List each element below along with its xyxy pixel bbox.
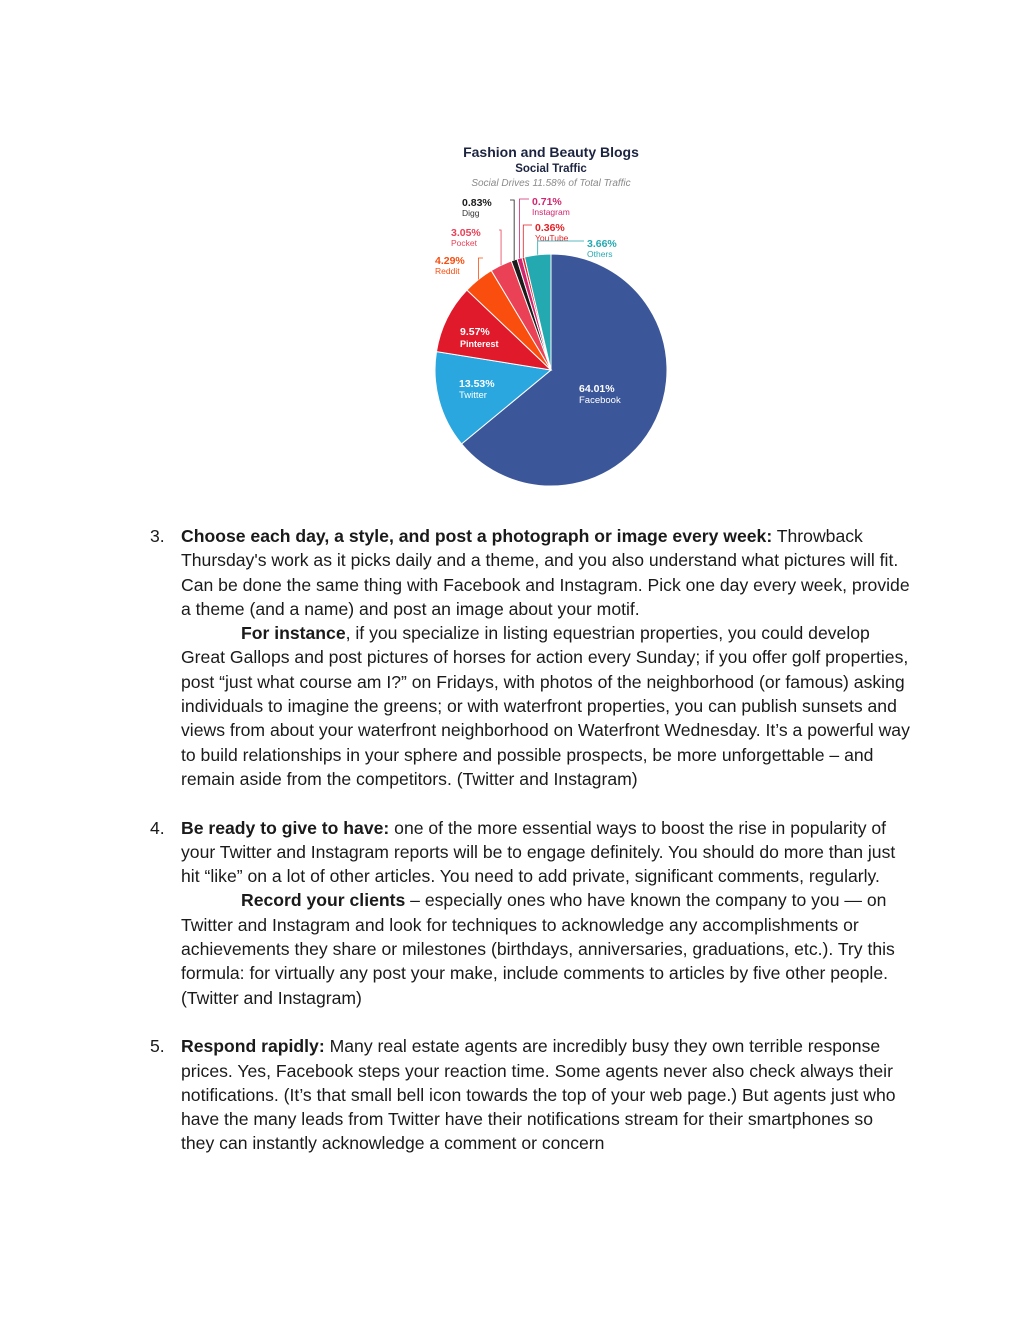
data-label-others-name: Others — [587, 249, 613, 259]
data-label-reddit-name: Reddit — [435, 266, 460, 276]
chart-subtitle: Social Traffic — [515, 163, 587, 175]
leader-line-others — [538, 241, 584, 255]
item-body: Many real estate agents are incredibly busy they own terrible response prices. Yes, Facebook steps your reaction time. Some agents never also check always their notifications. (It’s that small bell icon towards the top of your web page.) But agents just who have the many leads from Twitter have their notifications stream for their smartphones so they can instantly acknowledge a comment or concern — [181, 1036, 896, 1154]
pie-chart-svg — [420, 135, 680, 495]
item-sub-heading: For instance — [241, 623, 346, 644]
item-heading: Respond rapidly: — [181, 1036, 325, 1057]
item-body: Throwback Thursday's work as it picks daily and a theme, and you also understand what pictures will fit. Can be done the same thing with Facebook and Instagram. Pick one day every week, provide a theme (and a name) and post an image about your motif. — [181, 526, 910, 619]
data-label-instagram-value: 0.71% — [532, 196, 562, 208]
item-body: one of the more essential ways to boost the rise in popularity of your Twitter and Instagram reports will be to engage definitely. You should do more than just hit “like” on a lot of other articles. You need to add private, significant comments, regularly. — [181, 817, 896, 887]
leader-line-pocket — [499, 230, 501, 265]
data-label-pocket-value: 3.05% — [451, 227, 481, 239]
list-item-5 — [150, 1034, 910, 1155]
chart-note: Social Drives 11.58% of Total Traffic — [471, 178, 631, 189]
pie-slices — [435, 254, 667, 486]
data-label-pinterest-value: 9.57% — [460, 326, 490, 338]
document-body — [150, 524, 910, 1156]
data-label-twitter-value: 13.53% — [459, 378, 495, 390]
list-number: 3. — [150, 526, 165, 546]
list-number: 4. — [150, 817, 165, 838]
item-sub-body: – especially ones who have known the company to you — on Twitter and Instagram and look for techniques to acknowledge any accomplishments or achievements they share or milestones (birthdays, anniversaries, graduations, etc.). Try this formula: for virtually any post your make, include comments to articles by five other people. (Twitter and Instagram) — [181, 890, 895, 1008]
data-label-twitter-name: Twitter — [459, 390, 487, 401]
leader-line-youtube — [523, 225, 532, 257]
list-item-4 — [150, 816, 910, 1010]
data-label-facebook-name: Facebook — [579, 395, 621, 406]
item-heading: Choose each day, a style, and post a photograph or image every week: — [181, 526, 773, 546]
item-heading: Be ready to give to have: — [181, 817, 390, 838]
data-label-others-value: 3.66% — [587, 238, 617, 250]
leader-line-digg — [510, 200, 514, 260]
data-label-pocket-name: Pocket — [451, 238, 477, 248]
item-sub-heading: Record your clients — [241, 890, 406, 911]
chart-title: Fashion and Beauty Blogs — [463, 144, 639, 160]
data-label-pinterest-name: Pinterest — [460, 339, 499, 349]
list-number: 5. — [150, 1036, 165, 1057]
data-label-digg-name: Digg — [462, 208, 480, 218]
data-label-reddit-value: 4.29% — [435, 255, 465, 267]
list-item-3 — [150, 524, 910, 791]
item-sub-body: , if you specialize in listing equestrian properties, you could develop Great Gallops and post pictures of horses for action every Sunday; if you offer golf properties, post “just what course am I?” on Fridays, with photos of the neighborhood (or famous) asking individuals to imagine the greens; or with waterfront properties, you can publish sunsets and views from about your waterfront neighborhood on Waterfront Wednesday. It’s a powerful way to build relationships in your sphere and possible prospects, be more unforgettable – and remain aside from the competitors. (Twitter and Instagram) — [181, 623, 910, 789]
data-label-instagram-name: Instagram — [532, 207, 570, 217]
data-label-facebook-value: 64.01% — [579, 383, 615, 395]
pie-chart — [420, 135, 680, 495]
data-label-youtube-value: 0.36% — [535, 222, 565, 234]
leader-line-instagram — [520, 199, 529, 258]
data-label-youtube-name: YouTube — [535, 233, 569, 243]
data-label-digg-value: 0.83% — [462, 197, 492, 209]
